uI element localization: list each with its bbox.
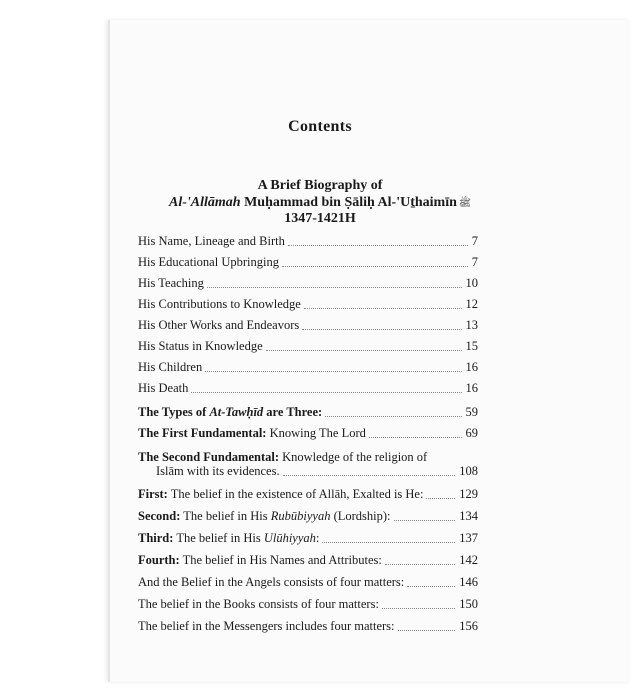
toc-section[interactable] — [138, 424, 478, 442]
section-bold-text: Third: — [138, 531, 174, 545]
leader-dots — [322, 542, 455, 543]
leader-dots — [205, 371, 461, 372]
toc-entry-label: His Educational Upbringing — [138, 255, 279, 269]
toc-page-number: 156 — [459, 619, 478, 633]
leader-dots — [266, 350, 462, 351]
section-text: The belief in His — [173, 531, 264, 545]
section-italic-text: Rubūbiyyah — [270, 509, 331, 523]
leader-dots — [191, 392, 461, 393]
toc-page-number: 10 — [465, 276, 478, 290]
toc-page-number: 7 — [471, 255, 478, 269]
toc-page-number: 150 — [459, 597, 478, 611]
toc-entry[interactable] — [138, 295, 478, 313]
toc-section-label — [138, 551, 382, 569]
leader-dots — [369, 437, 462, 438]
biography-title-italic: Al-'Allāmah — [169, 195, 241, 210]
toc-section[interactable] — [138, 551, 478, 569]
leader-dots — [304, 308, 462, 309]
toc-entry[interactable] — [138, 316, 478, 334]
leader-dots — [302, 329, 461, 330]
toc-section-label: The belief in the Messengers includes four matters: — [138, 619, 395, 633]
toc-page-number: 137 — [459, 531, 478, 545]
section-text: The belief in His Names and Attributes: — [179, 553, 382, 567]
leader-dots — [283, 475, 456, 476]
toc-section-label — [138, 424, 366, 442]
biography-dates: 1347-1421H — [284, 211, 356, 226]
section-bold-text: are Three: — [263, 405, 323, 419]
toc-section-label — [138, 507, 391, 525]
section-bold-text: The Second Fundamental: — [138, 450, 279, 464]
toc-page-number: 16 — [465, 381, 478, 395]
section-text: The belief in the existence of Allāh, Exalted is He: — [167, 487, 424, 501]
toc-entry[interactable] — [138, 253, 478, 271]
toc-page-number: 15 — [465, 339, 478, 353]
toc-entry-label: His Status in Knowledge — [138, 339, 263, 353]
leader-dots — [282, 266, 468, 267]
section-text: Knowledge of the religion of — [279, 450, 428, 464]
section-text: The belief in His — [180, 509, 271, 523]
toc-section[interactable] — [138, 617, 478, 635]
toc-page-number: 16 — [465, 360, 478, 374]
toc-page-number: 129 — [459, 487, 478, 501]
section-italic-text: Ulūhiyyah — [263, 531, 316, 545]
section-text: Knowing The Lord — [266, 426, 366, 440]
toc-section-label: Islām with its evidences. — [156, 464, 280, 478]
toc-page-number: 146 — [459, 575, 478, 589]
toc-page-number: 108 — [459, 464, 478, 478]
leader-dots — [398, 630, 456, 631]
leader-dots — [426, 498, 455, 499]
toc-section[interactable] — [138, 403, 478, 421]
toc-page-number: 142 — [459, 553, 478, 567]
toc-entry[interactable] — [138, 274, 478, 292]
leader-dots — [325, 416, 461, 417]
toc-page-number: 13 — [465, 318, 478, 332]
honorific-mark: ﷺ — [458, 198, 471, 209]
leader-dots — [394, 520, 456, 521]
section-bold-text: The First Fundamental: — [138, 426, 267, 440]
toc-page-number: 69 — [465, 426, 478, 440]
toc-section-line2[interactable] — [156, 462, 478, 480]
toc-page-number: 134 — [459, 509, 478, 523]
biography-heading-line2 — [0, 195, 640, 211]
toc-section[interactable] — [138, 507, 478, 525]
toc-section[interactable] — [138, 595, 478, 613]
toc-section-label — [138, 485, 423, 503]
toc-entry-label: His Name, Lineage and Birth — [138, 234, 285, 248]
toc-section-label — [138, 403, 322, 421]
biography-heading-line1: A Brief Biography of — [257, 178, 383, 193]
toc-section-label: The belief in the Books consists of four matters: — [138, 597, 379, 611]
toc-section[interactable] — [138, 573, 478, 591]
toc-page-number: 7 — [471, 234, 478, 248]
leader-dots — [382, 608, 455, 609]
toc-entry-label: His Teaching — [138, 276, 204, 290]
section-text: (Lordship): — [330, 509, 391, 523]
toc-section[interactable] — [138, 485, 478, 503]
leader-dots — [288, 245, 468, 246]
toc-section-label: And the Belief in the Angels consists of four matters: — [138, 575, 405, 589]
toc-section[interactable] — [138, 529, 478, 547]
section-text: : — [315, 531, 320, 545]
toc-entry[interactable] — [138, 337, 478, 355]
section-bold-text: The Types of — [138, 405, 210, 419]
toc-page-number: 12 — [465, 297, 478, 311]
toc-entry[interactable] — [138, 358, 478, 376]
page-title: Contents — [288, 118, 352, 135]
section-bold-text: Fourth: — [138, 553, 180, 567]
toc-entry[interactable] — [138, 379, 478, 397]
toc-section-label — [138, 529, 319, 547]
leader-dots — [207, 287, 462, 288]
toc-entry-label: His Death — [138, 381, 189, 395]
biography-name: Muḥammad bin Ṣāliḥ Al-'Uṯhaimīn — [240, 195, 457, 210]
toc-entry-label: His Children — [138, 360, 203, 374]
toc-page-number: 59 — [465, 405, 478, 419]
leader-dots — [407, 586, 455, 587]
toc-entry-label: His Other Works and Endeavors — [138, 318, 300, 332]
section-bold-text: Second: — [138, 509, 181, 523]
section-bold-text: First: — [138, 487, 168, 501]
leader-dots — [385, 564, 455, 565]
toc-entry[interactable] — [138, 232, 478, 250]
section-italic-text: At-Tawḥīd — [209, 405, 264, 419]
toc-entry-label: His Contributions to Knowledge — [138, 297, 301, 311]
